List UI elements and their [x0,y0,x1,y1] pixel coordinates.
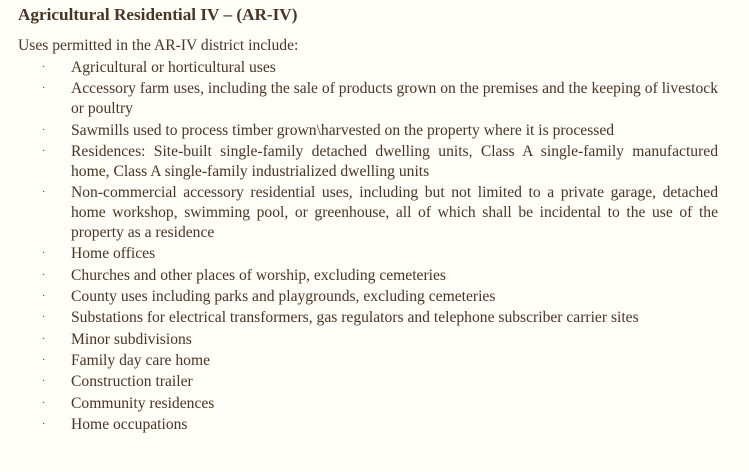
use-text: Construction trailer [71,373,193,391]
bullet-icon: · [42,418,46,430]
bullet-icon: · [42,291,46,303]
list-item [18,79,718,119]
list-item [18,183,718,243]
bullet-icon: · [42,62,46,73]
use-text: County uses including parks and playgrounds, excluding cemeteries [71,288,496,306]
list-item [18,351,718,371]
use-text: Non-commercial accessory residential uses, including but not limited to a private garage, detached home workshop, swimming pool, or greenhouse, all of which shall be incidental to the use of the property as a residence [71,184,718,242]
bullet-icon: · [42,354,46,366]
list-item [18,415,718,435]
section-title: Agricultural Residential IV – (AR-IV) [18,5,298,24]
list-item [18,121,718,141]
document [18,4,718,436]
use-text: Residences: Site-built single-family detached dwelling units, Class A single-family manufactured home, Class A single-family industrialized dwelling units [71,142,718,180]
list-item [18,58,718,78]
list-item [18,308,718,328]
list-item [18,330,718,350]
bullet-icon: · [42,83,46,95]
bullet-icon: · [42,312,46,324]
bullet-icon: · [42,145,46,157]
use-text: Family day care home [71,351,210,369]
use-text: Sawmills used to process timber grown\harvested on the property where it is processed [71,121,615,139]
use-text: Agricultural or horticultural uses [71,59,276,76]
bullet-icon: · [42,397,46,409]
use-text: Churches and other places of worship, excluding cemeteries [71,266,446,284]
use-text: Community residences [71,394,215,412]
bullet-icon: · [42,124,46,136]
list-item [18,142,718,182]
list-item [18,244,718,264]
bullet-icon: · [42,376,46,388]
list-item [18,266,718,286]
bullet-icon: · [42,269,46,281]
bullet-icon: · [42,187,46,199]
list-item [18,287,718,307]
intro-text: Uses permitted in the AR-IV district include: [18,37,299,54]
list-item [18,394,718,414]
bullet-icon: · [42,333,46,345]
permitted-uses-list [18,58,718,435]
use-text: Minor subdivisions [71,330,192,348]
list-item [18,372,718,392]
bullet-icon: · [42,248,46,260]
use-text: Home offices [71,245,156,263]
use-text: Substations for electrical transformers, gas regulators and telephone subscriber carrier sites [71,309,639,327]
use-text: Home occupations [71,415,188,433]
use-text: Accessory farm uses, including the sale of products grown on the premises and the keeping of livestock or poultry [71,80,718,118]
